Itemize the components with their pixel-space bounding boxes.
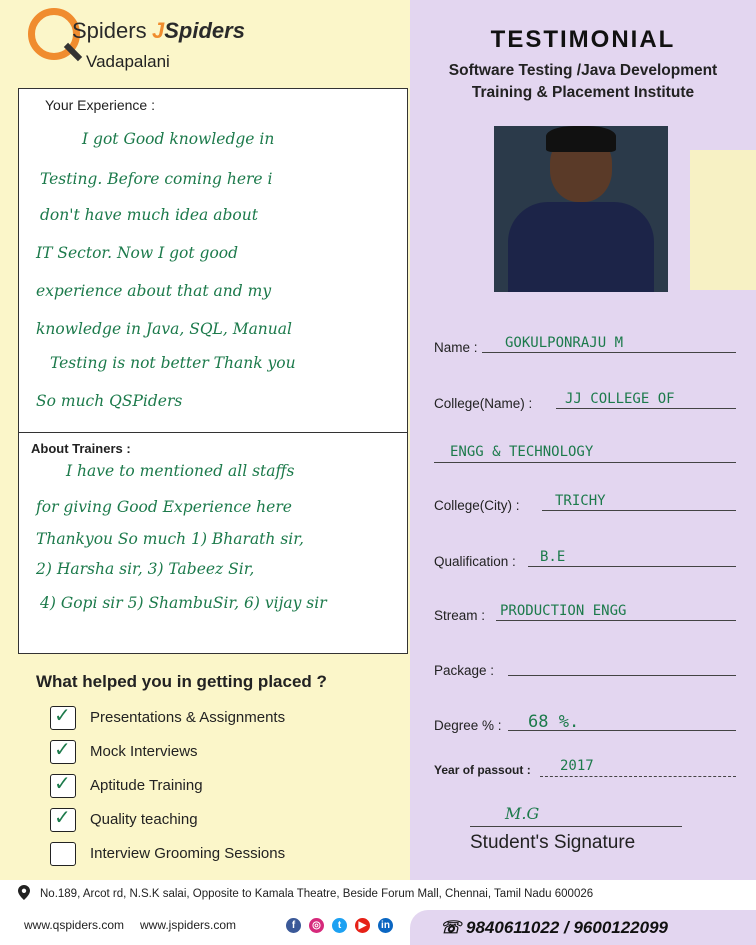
website-jspiders[interactable]: www.jspiders.com <box>140 918 237 932</box>
signature-mark: M.G <box>505 804 540 823</box>
logo-qspiders: Spiders <box>72 18 147 43</box>
subtitle-line-2: Training & Placement Institute <box>471 84 695 101</box>
qualification-line <box>528 566 736 567</box>
experience-line: experience about that and my <box>36 282 272 300</box>
phone-numbers: ☏ 9840611022 / 9600122099 <box>440 918 668 937</box>
package-label: Package : <box>434 663 495 678</box>
twitter-icon[interactable]: t <box>332 918 347 933</box>
college-value-2: ENGG & TECHNOLOGY <box>450 444 594 460</box>
qualification-label: Qualification : <box>434 554 516 569</box>
college-line <box>556 408 736 409</box>
logo <box>28 8 278 78</box>
facebook-icon[interactable]: f <box>286 918 301 933</box>
city-value: TRICHY <box>555 493 606 509</box>
stream-label: Stream : <box>434 608 486 623</box>
name-value: GOKULPONRAJU M <box>505 335 624 351</box>
youtube-icon[interactable]: ▶ <box>355 918 370 933</box>
page-title: TESTIMONIAL <box>490 26 676 53</box>
stream-line <box>496 620 736 621</box>
college-label: College(Name) : <box>434 396 533 411</box>
address: No.189, Arcot rd, N.S.K salai, Opposite to Kamala Theatre, Beside Forum Mall, Chennai, Tamil Nadu 600026 <box>40 888 594 900</box>
degree-label: Degree % : <box>434 718 502 733</box>
name-line <box>482 352 736 353</box>
experience-line: don't have much idea about <box>40 206 258 224</box>
passout-line <box>540 776 736 777</box>
checkbox[interactable] <box>50 808 76 832</box>
experience-line: So much QSPiders <box>36 392 183 410</box>
trainers-line: for giving Good Experience here <box>36 498 292 516</box>
trainers-label: About Trainers : <box>31 441 131 456</box>
name-label: Name : <box>434 340 478 355</box>
trainers-line: I have to mentioned all staffs <box>66 462 295 480</box>
experience-line: I got Good knowledge in <box>82 130 275 148</box>
checkbox[interactable] <box>50 774 76 798</box>
city-label: College(City) : <box>434 498 520 513</box>
stream-value: PRODUCTION ENGG <box>500 603 627 619</box>
helped-title: What helped you in getting placed ? <box>36 672 327 691</box>
college-line-2 <box>434 462 736 463</box>
checkbox[interactable] <box>50 706 76 730</box>
passout-label: Year of passout : <box>434 763 531 777</box>
logo-jspiders: JSpiders <box>152 18 245 43</box>
student-photo <box>494 126 668 292</box>
signature-label: Student's Signature <box>470 832 636 853</box>
passout-value: 2017 <box>560 758 594 774</box>
experience-line: Testing is not better Thank you <box>50 354 296 372</box>
experience-line: IT Sector. Now I got good <box>36 244 239 262</box>
linkedin-icon[interactable]: in <box>378 918 393 933</box>
trainers-line: 2) Harsha sir, 3) Tabeez Sir, <box>36 560 255 578</box>
checkbox-label: Presentations & Assignments <box>90 709 286 726</box>
decorative-stripe <box>690 150 756 290</box>
checkbox[interactable] <box>50 842 76 866</box>
experience-label: Your Experience : <box>45 97 155 113</box>
location-pin-icon <box>18 885 30 900</box>
trainers-line: 4) Gopi sir 5) ShambuSir, 6) vijay sir <box>40 594 327 612</box>
website-qspiders[interactable]: www.qspiders.com <box>24 918 125 932</box>
degree-value: 68 %. <box>528 712 580 732</box>
checkbox-label: Quality teaching <box>90 811 198 828</box>
experience-line: Testing. Before coming here i <box>40 170 273 188</box>
checkbox[interactable] <box>50 740 76 764</box>
instagram-icon[interactable]: ◎ <box>309 918 324 933</box>
logo-branch: Vadapalani <box>86 52 170 71</box>
phone-icon: ☏ <box>440 918 462 937</box>
trainers-line: Thankyou So much 1) Bharath sir, <box>36 530 304 548</box>
package-line <box>508 675 736 676</box>
signature-line <box>470 826 682 827</box>
qualification-value: B.E <box>540 549 566 565</box>
subtitle-line-1: Software Testing /Java Development <box>448 62 718 79</box>
checkbox-label: Interview Grooming Sessions <box>90 845 286 862</box>
experience-line: knowledge in Java, SQL, Manual <box>36 320 292 338</box>
checkbox-label: Aptitude Training <box>90 777 203 794</box>
checkbox-label: Mock Interviews <box>90 743 198 760</box>
college-value-1: JJ COLLEGE OF <box>565 391 675 407</box>
city-line <box>542 510 736 511</box>
